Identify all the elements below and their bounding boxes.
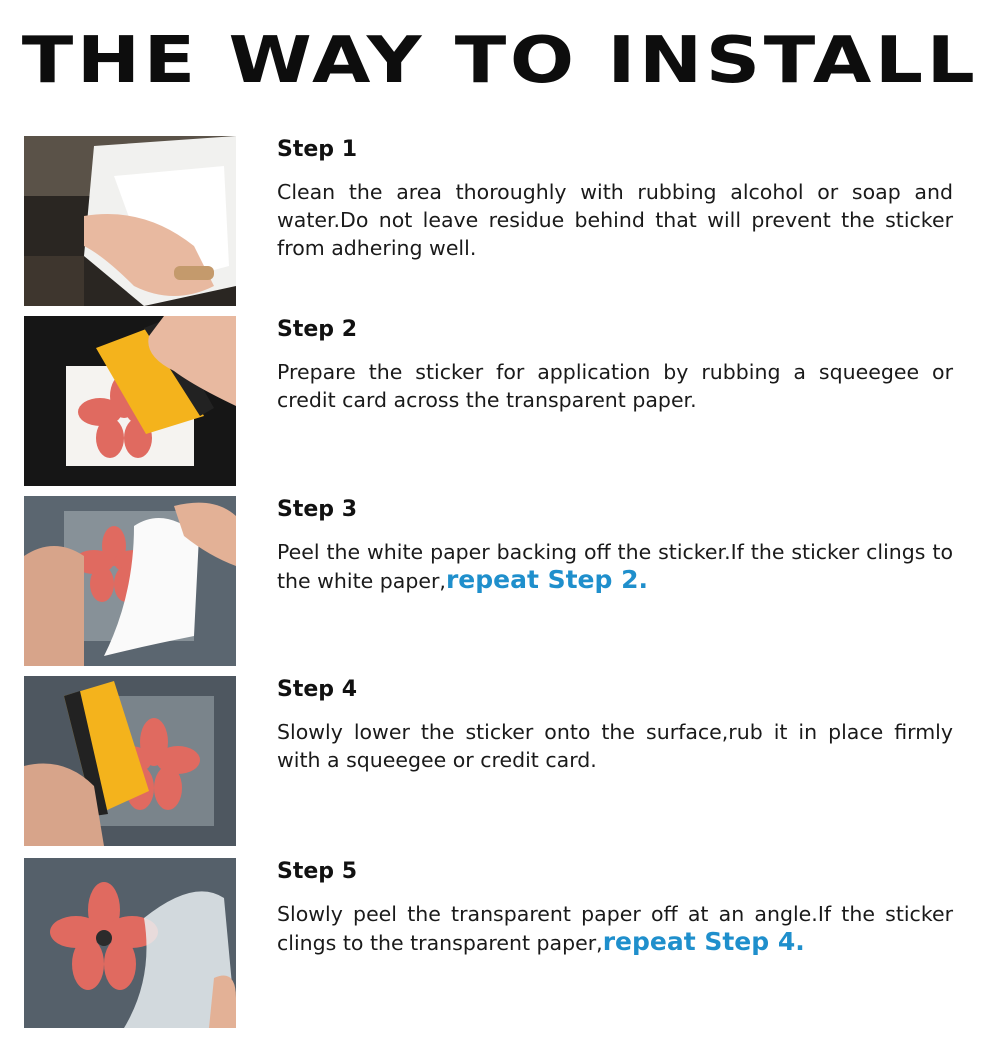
step-body bbox=[277, 538, 953, 595]
step-heading: Step 2 bbox=[277, 317, 357, 342]
squeegee-on-sticker-photo bbox=[24, 316, 236, 486]
step-body bbox=[277, 718, 953, 774]
step-1 bbox=[24, 136, 964, 308]
step-body-text: Prepare the sticker for application by rubbing a squeegee or credit card across the transparent paper. bbox=[277, 360, 953, 412]
step-body bbox=[277, 900, 953, 957]
step-2 bbox=[24, 316, 964, 488]
peeling-backing-photo bbox=[24, 496, 236, 666]
step-body bbox=[277, 358, 953, 414]
applying-sticker-photo bbox=[24, 676, 236, 846]
step-heading: Step 5 bbox=[277, 859, 357, 884]
step-body-text: Peel the white paper backing off the sticker.If the sticker clings to the white paper, bbox=[277, 540, 953, 593]
repeat-step-highlight: repeat Step 2. bbox=[445, 565, 649, 594]
peeling-transfer-tape-photo bbox=[24, 858, 236, 1028]
step-body bbox=[277, 178, 953, 262]
step-heading: Step 4 bbox=[277, 677, 357, 702]
step-4 bbox=[24, 676, 964, 848]
step-heading: Step 1 bbox=[277, 137, 357, 162]
step-5 bbox=[24, 858, 964, 1030]
step-body-text: Slowly peel the transparent paper off at an angle.If the sticker clings to the transparent paper, bbox=[277, 902, 953, 955]
page-title: THE WAY TO INSTALL bbox=[21, 24, 979, 98]
step-heading: Step 3 bbox=[277, 497, 357, 522]
repeat-step-highlight: repeat Step 4. bbox=[602, 927, 805, 956]
step-body-text: Clean the area thoroughly with rubbing alcohol or soap and water.Do not leave residue behind that will prevent the sticker from adhering well. bbox=[277, 180, 953, 260]
step-3 bbox=[24, 496, 964, 668]
step-body-text: Slowly lower the sticker onto the surface,rub it in place firmly with a squeegee or credit card. bbox=[277, 720, 953, 772]
cleaning-glass-photo bbox=[24, 136, 236, 306]
